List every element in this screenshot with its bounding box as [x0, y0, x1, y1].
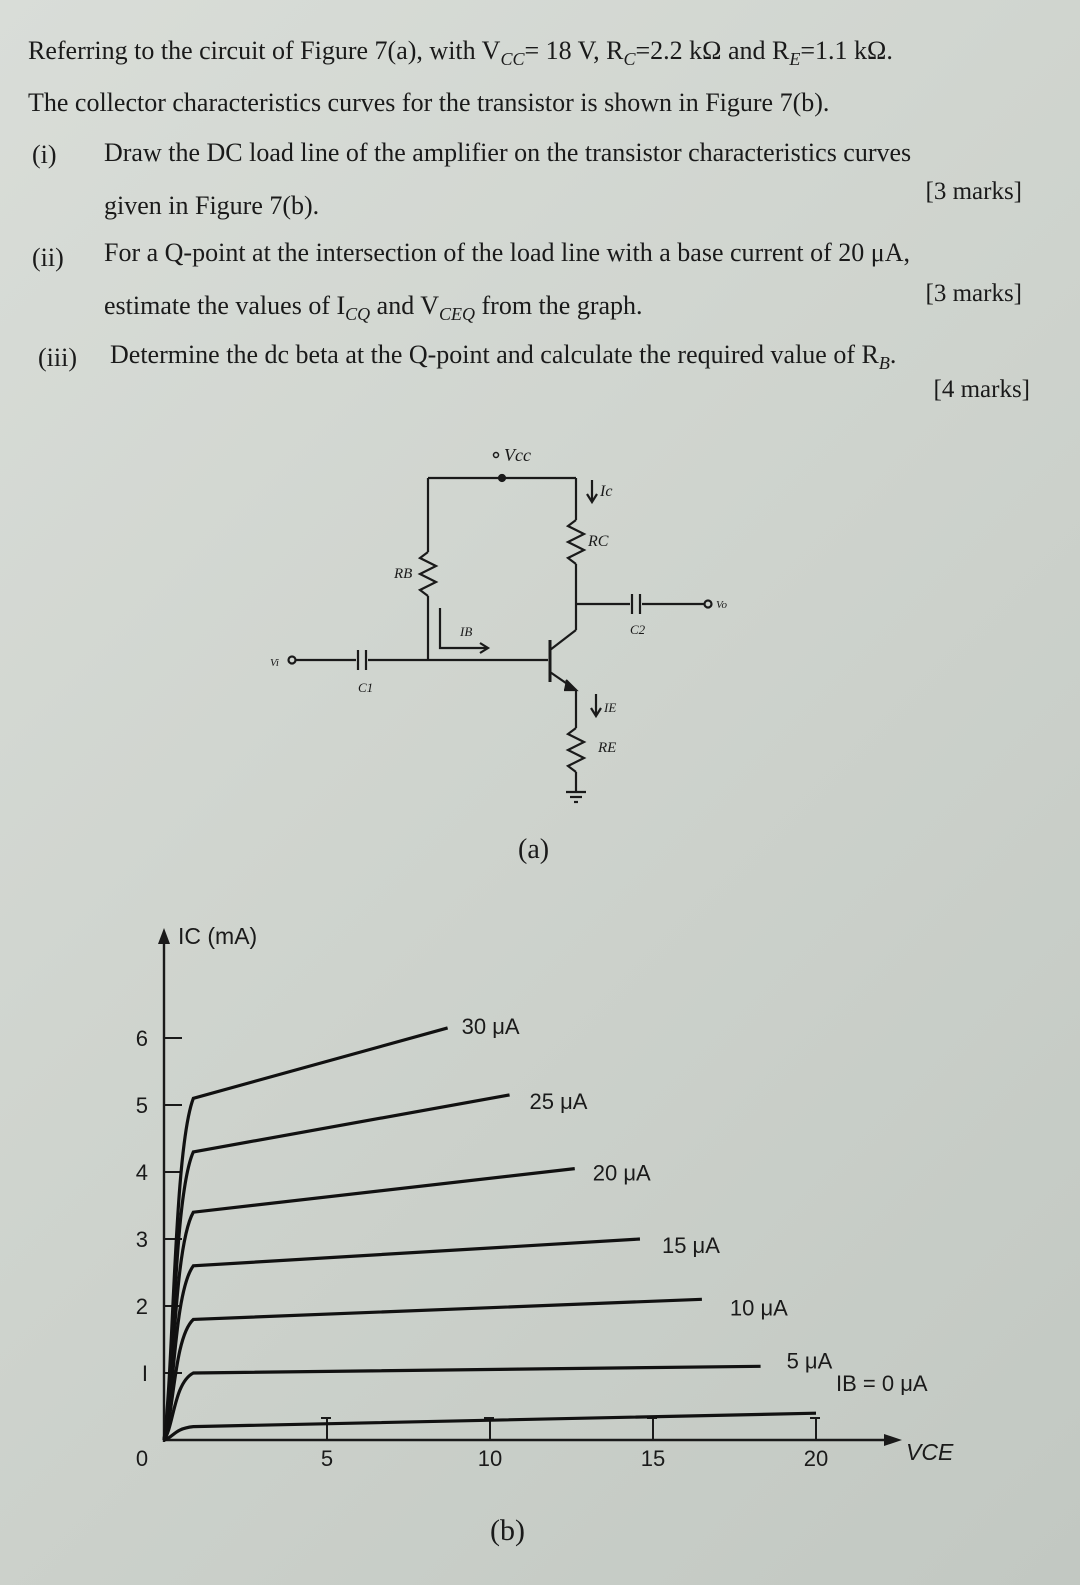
y-tick-label: I — [141, 1361, 148, 1386]
rb-label: RB — [394, 566, 413, 582]
part-iii-number: (iii) — [38, 343, 77, 372]
ib-curve-label: 5 μA — [786, 1348, 833, 1374]
vo-label: Vo — [716, 599, 727, 611]
x-tick-label: 15 — [640, 1446, 666, 1471]
x-axis-label: VCE — [906, 1439, 954, 1465]
question-block — [0, 0, 1080, 410]
x-tick-label: 10 — [477, 1446, 503, 1471]
y-tick-label: 3 — [135, 1227, 148, 1252]
y-axis-label: IC (mA) — [178, 923, 258, 949]
part-i-line-1: Draw the DC load line of the amplifier on the transistor characteristics curves — [104, 138, 912, 167]
rb-resistor — [420, 552, 436, 596]
ib-curve-label: 20 μA — [592, 1160, 651, 1186]
part-ii-line-2: estimate the values of $I_{CQ}$ and $V_{CEQ}$ from the graph. — [104, 291, 643, 325]
ib-label: IB — [460, 624, 473, 639]
part-i-number: (i) — [32, 140, 57, 169]
vcc-node — [499, 475, 505, 481]
x-tick-label: 5 — [320, 1446, 334, 1471]
ib-curve-label: 15 μA — [661, 1233, 720, 1258]
y-tick-label: 4 — [135, 1160, 148, 1185]
part-ii-number: (ii) — [32, 243, 64, 272]
re-resistor — [568, 728, 584, 772]
ib-curve-label: 10 μA — [729, 1295, 788, 1321]
vcc-label-dot — [494, 453, 499, 458]
figure-a-label: (a) — [518, 834, 550, 865]
part-ii-line-1: For a Q-point at the intersection of the load line with a base current of 20 μA, — [104, 238, 910, 267]
vi-label: Vi — [270, 657, 279, 669]
vi-terminal — [289, 657, 296, 664]
ib-curve — [164, 1239, 640, 1440]
ie-label: IE — [604, 700, 617, 715]
vcc-label: Vcc — [504, 445, 531, 465]
y-tick-label: 2 — [135, 1294, 148, 1319]
intro-line-2: The collector characteristics curves for the transistor is shown in Figure 7(b). — [28, 88, 830, 117]
part-i-marks: [3 marks] — [925, 178, 1022, 205]
figure-b-label: (b) — [490, 1514, 525, 1547]
chart-labels — [136, 923, 954, 1547]
ib-curve-label: IB = 0 μA — [836, 1371, 928, 1397]
rc-resistor — [568, 520, 584, 564]
ib-curve — [164, 1169, 575, 1440]
circuit-diagram — [0, 420, 1080, 880]
x-tick-label: 0 — [135, 1446, 149, 1471]
ib-curve — [164, 1366, 761, 1440]
part-ii-marks: [3 marks] — [925, 280, 1022, 307]
ib-curve-label: 25 μA — [529, 1088, 588, 1114]
ib-curve-label: 30 μA — [461, 1013, 520, 1039]
transistor-collector — [550, 630, 576, 650]
intro-line-1: Referring to the circuit of Figure 7(a), with $V_{CC}= 18$ V, $R_C=2.2$ kΩ and $R_E=1.1$ kΩ. — [28, 36, 893, 70]
ib-curve — [164, 1028, 448, 1440]
y-tick-label: 6 — [135, 1026, 148, 1051]
x-tick-label: 20 — [803, 1446, 829, 1471]
ic-label: Ic — [600, 483, 613, 500]
rc-label: RC — [588, 533, 609, 550]
emitter-arrowhead — [564, 680, 576, 690]
ib-curve — [164, 1095, 510, 1440]
part-iii-marks: [4 marks] — [933, 376, 1030, 403]
c1-label: C1 — [358, 680, 374, 695]
y-axis-arrowhead — [158, 928, 170, 944]
re-label: RE — [598, 740, 617, 756]
y-tick-label: 5 — [135, 1093, 148, 1118]
part-i-line-2: given in Figure 7(b). — [104, 191, 320, 220]
c2-label: C2 — [630, 622, 646, 637]
vo-terminal — [705, 601, 712, 608]
part-iii-line-1: Determine the dc beta at the Q-point and calculate the required value of $R_B$. — [110, 340, 897, 374]
x-axis-arrowhead — [884, 1434, 902, 1446]
collector-characteristics-chart — [0, 900, 1080, 1585]
